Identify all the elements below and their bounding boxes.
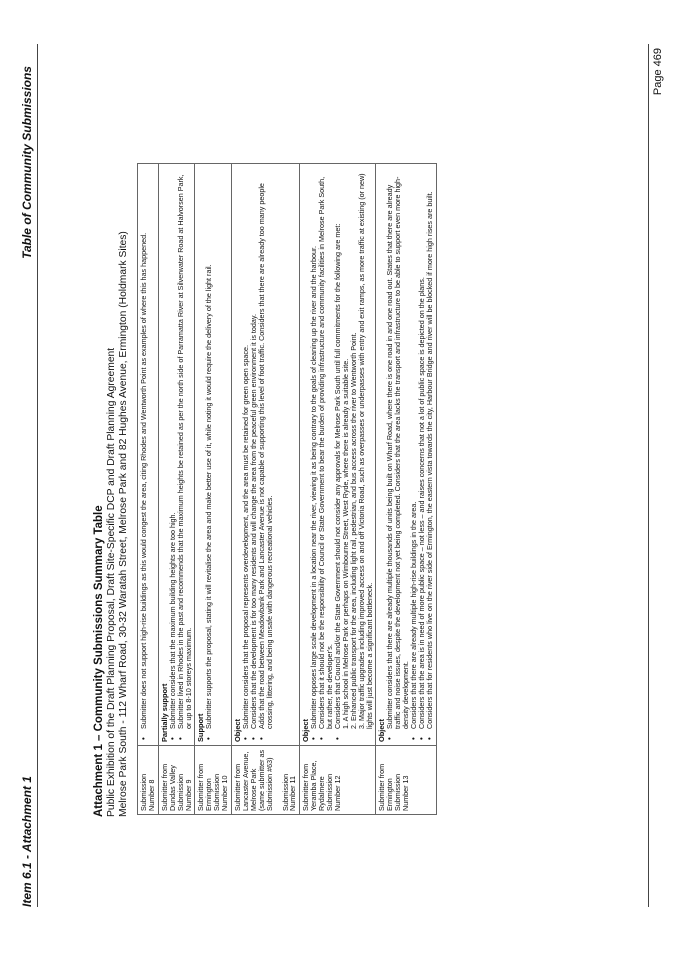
submitter-cell: Submitter from Ermington Submission Number 13 [376,746,436,815]
summary-point: • Considers that the area is in need of more public space – not less – and raises concerns that not a lot of public space is depicted on the plans. [418,167,426,729]
position-label: Object [377,719,387,742]
submitter-cell: Submitter from Yeramba Place, Rydalmere Submission Number 12 [300,746,376,815]
submitter-cell: Submitter from Ermington Submission Number 10 [195,746,232,815]
summary-list [205,167,213,742]
table-row [232,164,300,815]
summary-point: • Submitter considers that there are already multiple thousands of units being built on Wharf Road, where there is one road in and one road out. States that there are already traffic and noise issues, despite the development not yet being completed. Considers that the area lacks the transport and infrastructure to be able to support even more high-density development. [386,167,410,729]
summary-cell [232,164,300,746]
summary-point: • Submitter considers that the maximum building heights are too high. [169,167,177,729]
summary-list [169,167,193,742]
numbered-point: 1. A high school in Melrose Park or perhaps on Wimbourne Street, West Ryde, where there is already a suitable site. [340,358,350,729]
position-label: Support [196,713,206,742]
numbered-point: 2. Enhanced public transport for the area, including light rail, pedestrian, and bus access across the river to Wentworth Point. [348,332,358,729]
numbered-list [342,167,374,742]
section-header: Table of Community Submissions [20,66,34,259]
table-row [138,164,159,815]
table-row [300,164,376,815]
doc-sites: Melrose Park South - 112 Wharf Road, 30-32 Waratah Street, Melrose Park and 82 Hughes Avenue, Ermington (Holdmark Sites) [118,231,129,817]
summary-cell [300,164,376,746]
table-row [158,164,195,815]
submissions-table [137,163,437,815]
submitter-cell: Submitter from Dundas Valley Submission Number 9 [158,746,195,815]
header-rule [37,44,38,907]
summary-point: • Submitter opposes large scale development in a location near the river, viewing it as being contrary to the goals of cleaning up the river and the harbour. [310,167,318,729]
page-number: Page 469 [652,48,664,96]
summary-point: • Considers that there are already multiple high-rise buildings in the area. [410,167,418,729]
table-row [376,164,436,815]
summary-cell [376,164,436,746]
title-block [93,37,130,817]
position-label: Object [301,719,311,742]
summary-list [310,167,342,742]
summary-point: • Submitter does not support high-rise buildings as this would congest the area, citing Rhodes and Wentworth Point as examples of where this has happened. [140,167,148,729]
submitter-cell: Submitter from Lancaster Avenue, Melrose Park (same submitter as Submission #63) Submission Number 11 [232,746,300,815]
position-label: Object [233,719,243,742]
summary-point: • Submitter lived in Rhodes in the past and recommends that the maximum heights be retained as per the north side of Parramatta River at Silverwater Road at Halvorsen Park, or up to 8-10 storeys maximum. [177,167,193,729]
summary-cell [158,164,195,746]
summary-list [242,167,274,742]
summary-list [386,167,433,742]
summary-point: • Considers that it should not be the responsibility of Council or State Government to bear the burden of providing infrastructure and community facilities in Melrose Park South, but rather, the developer's. [318,167,334,729]
summary-point: • Considers that the development is for too many residents and will change the area from the peaceful green environment it is today. [250,167,258,729]
numbered-point: 3. Major traffic upgrades including improved access on and off Victoria Road, such as overpasses or underpasses with entry and exit ramps, as more traffic at existing (or new) lights will just become a significant bottleneck. [356,173,374,729]
footer-rule [648,44,649,907]
summary-point: • Submitter supports the proposal, stating it will revitalise the area and make better use of it, while noting it would require the delivery of the light rail. [205,167,213,729]
summary-cell [138,164,159,746]
summary-list [140,167,148,742]
doc-title: Attachment 1 – Community Submissions Summary Table [93,505,105,817]
submitter-cell: Submission Number 8 [138,746,159,815]
summary-point: • Adds that the road between Meadowbank Park and Lancaster Avenue is not capable of supporting this level of foot traffic. Considers that there are already too many people crossing, littering, and being unsafe with dangerous recreational vehicles. [258,167,274,729]
summary-point: • Considers that for residents who live on the river side of Ermington, the eastern vista towards the city, Harbour Bridge and river will be blocked if more high rises are built. [426,167,434,729]
table-row [195,164,232,815]
doc-subtitle: Public Exhibition of the Draft Planning Proposal, Draft Site-Specific DCP and Draft Planning Agreement [106,347,117,817]
summary-point: • Considers that Council and/or the State Government should not consider any approvals for Melrose Park South until full commitments for the following are met: [334,167,342,729]
summary-cell [195,164,232,746]
summary-point: • Submitter considers that the proposal represents overdevelopment, and the area must be retained for green open space. [242,167,250,729]
item-header: Item 6.1 - Attachment 1 [20,776,34,907]
position-label: Partially support [159,683,169,742]
